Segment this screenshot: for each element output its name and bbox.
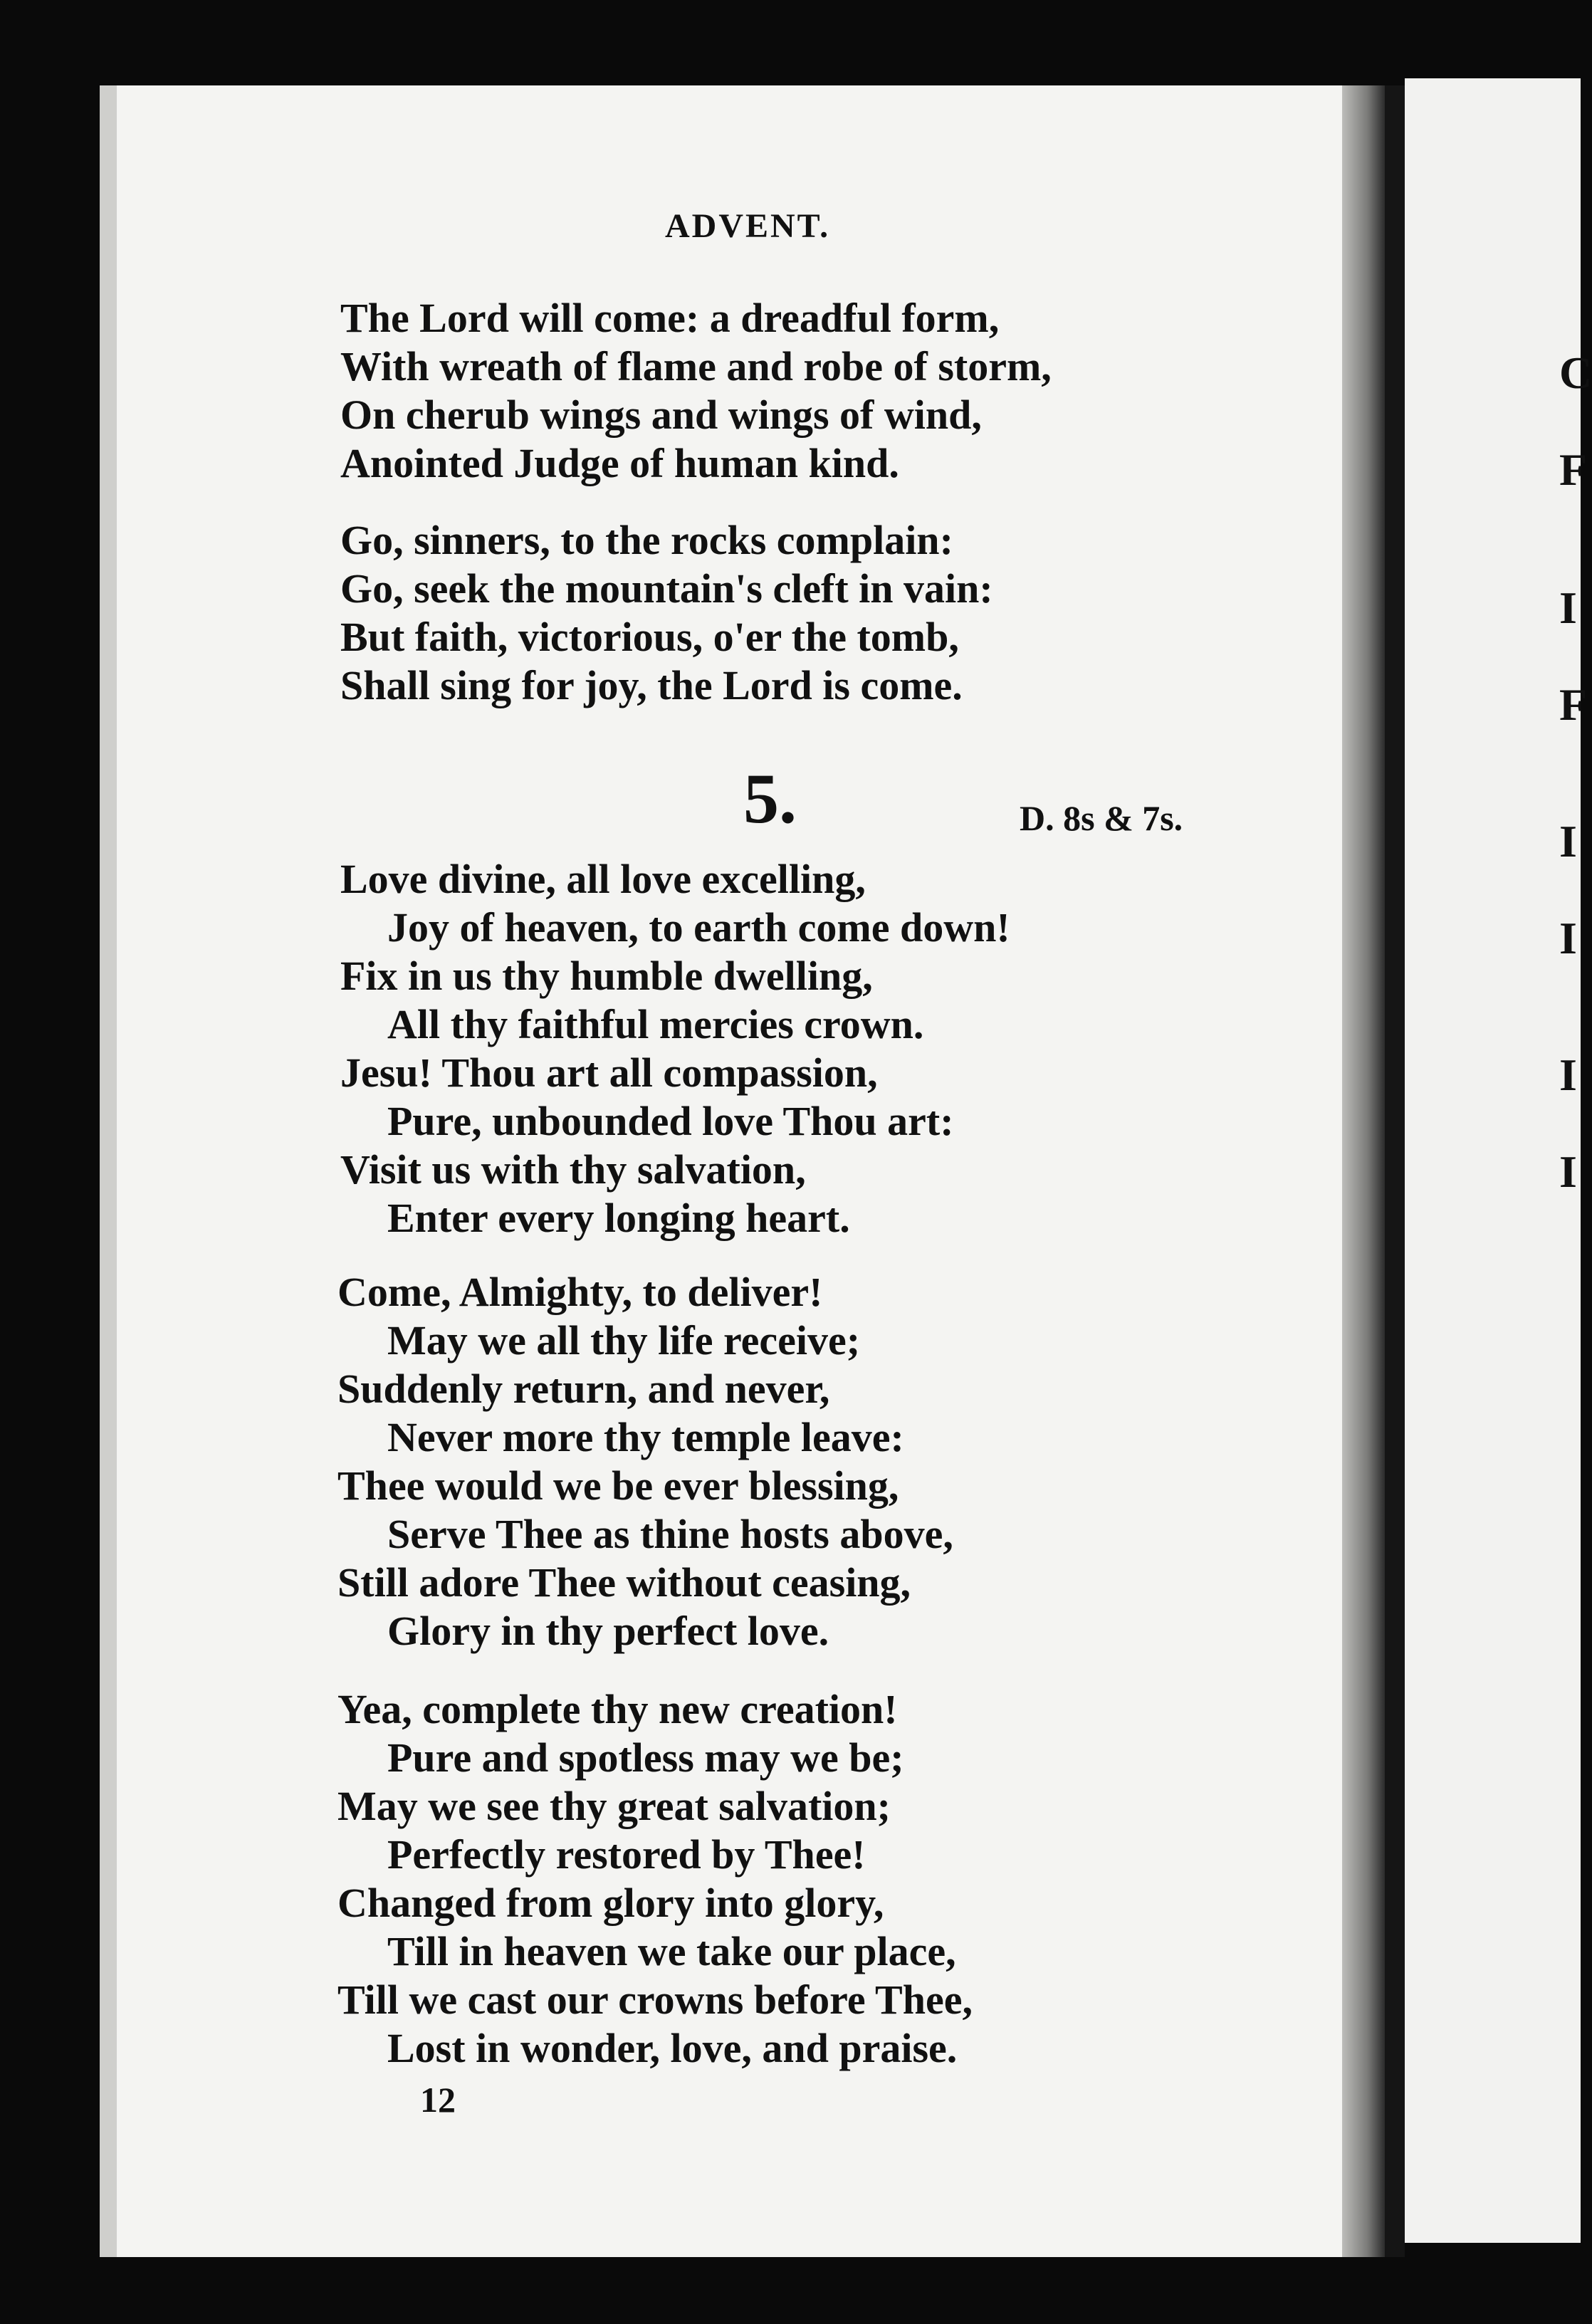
- verse-line: Glory in thy perfect love.: [387, 1608, 829, 1654]
- verse-line: Fix in us thy humble dwelling,: [340, 953, 873, 999]
- facing-letter: I: [1559, 913, 1577, 963]
- verse-line: May we all thy life receive;: [387, 1317, 861, 1363]
- page-heading: ADVENT.: [665, 207, 831, 245]
- verse-line: Come, Almighty, to deliver!: [337, 1269, 823, 1315]
- verse-line: Jesu! Thou art all compassion,: [340, 1050, 878, 1096]
- verse-line: Yea, complete thy new creation!: [337, 1686, 898, 1732]
- hymn-number: 5.: [743, 759, 797, 838]
- verse-line: Shall sing for joy, the Lord is come.: [340, 662, 963, 708]
- verse-line: Suddenly return, and never,: [337, 1366, 830, 1412]
- verse-line: Go, seek the mountain's cleft in vain:: [340, 565, 993, 612]
- verse-line: May we see thy great salvation;: [337, 1783, 891, 1829]
- facing-letter: I: [1559, 582, 1577, 633]
- verse-line: Visit us with thy salvation,: [340, 1146, 806, 1193]
- facing-letter: I: [1559, 816, 1577, 867]
- verse-line: Love divine, all love excelling,: [340, 856, 866, 902]
- verse-line: Thee would we be ever blessing,: [337, 1462, 899, 1509]
- verse-line: Serve Thee as thine hosts above,: [387, 1511, 953, 1557]
- verse-line: Lost in wonder, love, and praise.: [387, 2025, 958, 2071]
- facing-letter: I: [1559, 1050, 1577, 1100]
- verse-line: But faith, victorious, o'er the tomb,: [340, 614, 959, 660]
- verse-line: Joy of heaven, to earth come down!: [387, 904, 1010, 951]
- verse-line: Enter every longing heart.: [387, 1195, 850, 1241]
- verse-line: Go, sinners, to the rocks complain:: [340, 517, 953, 563]
- verse-line: The Lord will come: a dreadful form,: [340, 295, 1000, 341]
- page-edge-shadow: [1342, 85, 1385, 2257]
- verse-line: Pure, unbounded love Thou art:: [387, 1098, 954, 1144]
- verse-line: Changed from glory into glory,: [337, 1880, 884, 1926]
- verse-line: All thy faithful mercies crown.: [387, 1001, 924, 1047]
- hymn-meter: D. 8s & 7s.: [1020, 798, 1183, 838]
- page-number: 12: [420, 2080, 456, 2120]
- verse-line: Still adore Thee without ceasing,: [337, 1559, 911, 1606]
- verse-line: Till we cast our crowns before Thee,: [337, 1977, 973, 2023]
- book-gutter: [1385, 85, 1405, 2257]
- facing-letter: I: [1559, 1146, 1577, 1197]
- facing-letter: F: [1559, 444, 1588, 495]
- verse-line: Never more thy temple leave:: [387, 1414, 904, 1460]
- verse-line: Pure and spotless may we be;: [387, 1734, 904, 1781]
- verse-line: Perfectly restored by Thee!: [387, 1831, 866, 1878]
- verse-line: Anointed Judge of human kind.: [340, 440, 899, 486]
- facing-letter: F: [1559, 679, 1588, 730]
- verse-line: Till in heaven we take our place,: [387, 1928, 956, 1974]
- facing-letter: C: [1559, 347, 1592, 398]
- verse-line: With wreath of flame and robe of storm,: [340, 343, 1052, 389]
- facing-page: [1405, 78, 1581, 2243]
- verse-line: On cherub wings and wings of wind,: [340, 392, 982, 438]
